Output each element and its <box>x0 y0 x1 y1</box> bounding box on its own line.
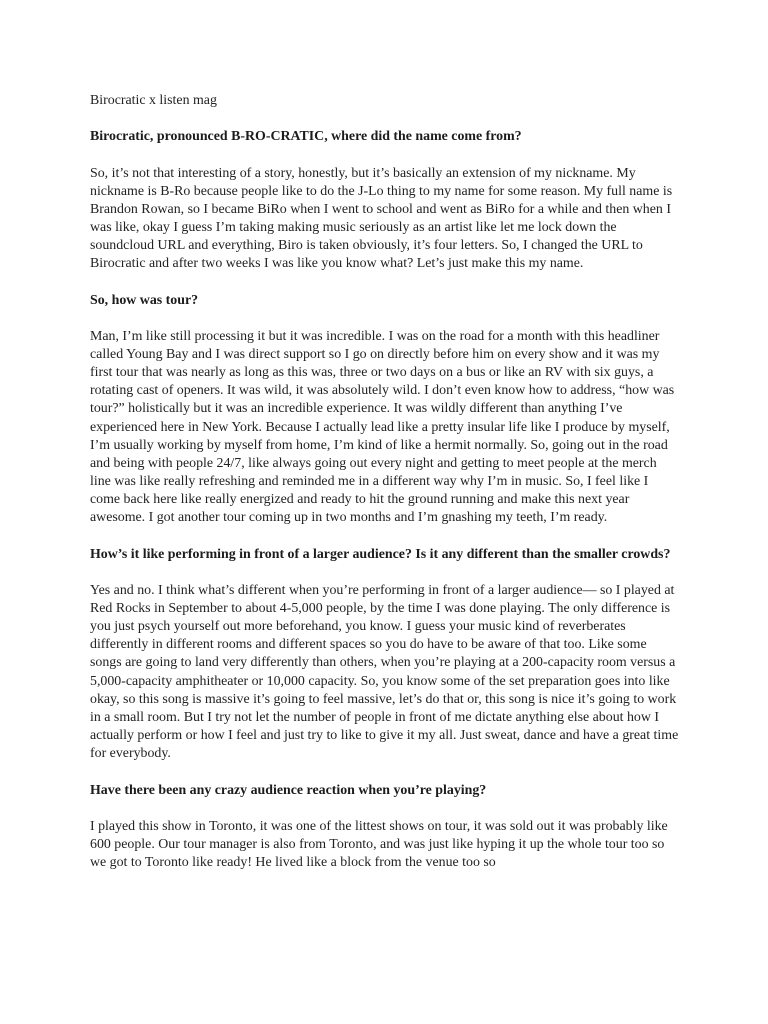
answer-3: Yes and no. I think what’s different when you’re performing in front of a larger audience— so I played at Red Rocks in September to about 4-5,000 people, by the time I was done playing. The only difference is you just psych yourself out more beforehand, you know. I guess your music kind of reverberates differently in different rooms and different spaces so you do have to be aware of that too. Like some songs are going to land very differently than others, when you’re playing at a 200-capacity room versus a 5,000-capacity amphitheater or 10,000 capacity. So, you know some of the set preparation goes into like okay, so this song is massive it’s going to feel massive, let’s do that or, this song is nice it’s going to work in a small room. But I try not let the number of people in front of me dictate anything else about how I actually perform or how I feel and just try to like to give it my all. Just sweat, dance and have a great time for everybody. <box>90 582 679 762</box>
answer-1: So, it’s not that interesting of a story, honestly, but it’s basically an extension of my nickname. My nickname is B-Ro because people like to do the J-Lo thing to my name for some reason. My full name is Brandon Rowan, so I became BiRo when I went to school and went as BiRo for a while and then when I was like, okay I guess I’m taking making music seriously as an artist like let me lock down the soundcloud URL and everything, Biro is taken obviously, it’s four letters. So, I changed the URL to Birocratic and after two weeks I was like you know what? Let’s just make this my name. <box>90 165 673 272</box>
question-3: How’s it like performing in front of a larger audience? Is it any different than the smaller crowds? <box>90 546 671 562</box>
answer-4: I played this show in Toronto, it was one of the littest shows on tour, it was sold out it was probably like 600 people. Our tour manager is also from Toronto, and was just like hyping it up the whole tour too so we got to Toronto like ready! He lived like a block from the venue too so <box>90 818 668 871</box>
document-title: Birocratic x listen mag <box>90 93 217 108</box>
question-1: Birocratic, pronounced B-RO-CRATIC, where did the name come from? <box>90 129 522 145</box>
answer-2: Man, I’m like still processing it but it was incredible. I was on the road for a month with this headliner called Young Bay and I was direct support so I go on directly before him on every show and it was my first tour that was nearly as long as this was, three or two days on a bus or like an RV with six guys, a rotating cast of openers. It was wild, it was absolutely wild. I don’t even know how to address, “how was tour?” holistically but it was an incredible experience. It was wildly different than anything I’ve experienced here in New York. Because I actually lead like a pretty insular life like I produce by myself, I’m usually working by myself from home, I’m kind of like a hermit normally. So, going out in the road and being with people 24/7, like always going out every night and getting to meet people at the merch line was like really refreshing and reminded me in a different way why I’m in music. So, I feel like I come back here like really energized and ready to hit the ground running and make this next year awesome. I got another tour coming up in two months and I’m gnashing my teeth, I’m ready. <box>90 328 675 526</box>
question-2: So, how was tour? <box>90 292 199 308</box>
document-body <box>90 92 680 890</box>
question-4: Have there been any crazy audience reaction when you’re playing? <box>90 782 487 798</box>
